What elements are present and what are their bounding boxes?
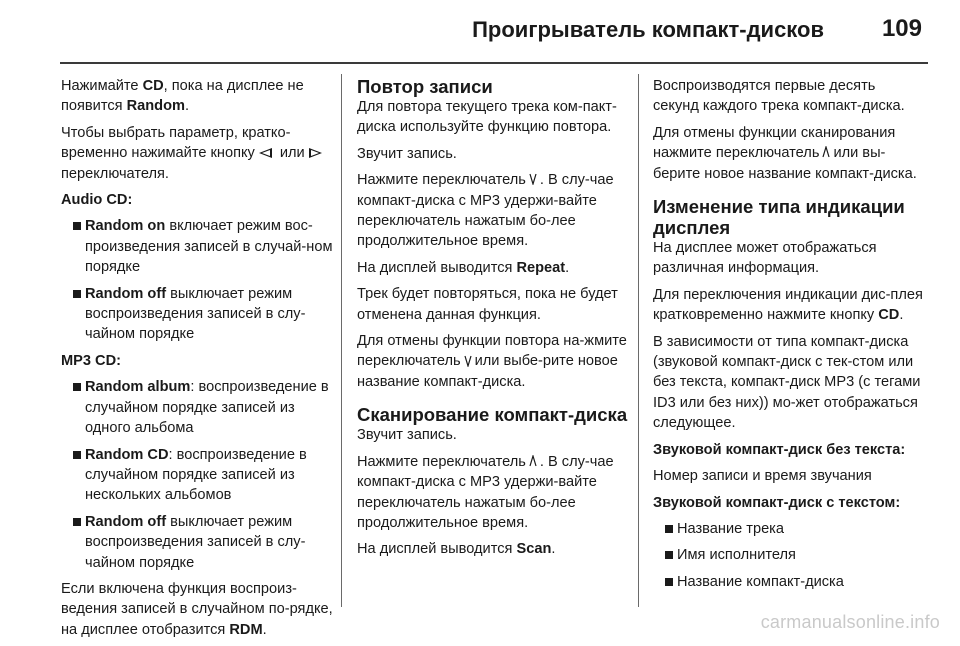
list-item: Random CD: воспроизведение в случайном порядке записей из нескольких альбомов bbox=[73, 445, 333, 506]
paragraph: Звучит запись. bbox=[357, 427, 457, 444]
switch-up-icon bbox=[529, 455, 537, 467]
column-divider-2 bbox=[638, 74, 639, 607]
paragraph: Нажмите переключатель . В слу-чае компакт-диска с MP3 удержи-вайте переключатель нажатым бо-лее продолжительное время. bbox=[357, 453, 614, 531]
page-header bbox=[60, 0, 928, 64]
column-3 bbox=[653, 76, 925, 598]
paragraph: В зависимости от типа компакт-диска (звуковой компакт-диск с тек-стом или без текста, компакт-диск MP3 (с тегами ID3 или без них)) мо-жет отображаться следующее. bbox=[653, 333, 921, 432]
switch-up-icon bbox=[822, 146, 830, 158]
paragraph: На дисплее может отображаться различная информация. bbox=[653, 240, 877, 277]
paragraph: Воспроизводятся первые десять секунд каждого трека компакт-диска. bbox=[653, 78, 905, 115]
list-item: Название компакт-диска bbox=[665, 572, 925, 592]
paragraph: Для переключения индикации дис-плея кратковременно нажмите кнопку CD. bbox=[653, 286, 923, 324]
heading-scan: Сканирование компакт-диска bbox=[357, 404, 628, 426]
paragraph: Звучит запись. bbox=[357, 145, 457, 162]
heading-display: Изменение типа индикации дисплея bbox=[653, 196, 905, 239]
paragraph: Для отмены функции сканирования нажмите переключатель или вы-берите новое название компакт-диска. bbox=[653, 124, 917, 182]
audio-no-text-label: Звуковой компакт-диск без текста: bbox=[653, 441, 906, 458]
list-item: Random off выключает режим воспроизведения записей в слу-чайном порядке bbox=[73, 512, 333, 573]
watermark: carmanualsonline.info bbox=[760, 612, 940, 632]
column-divider-1 bbox=[341, 74, 342, 607]
paragraph: Для повтора текущего трека ком-пакт-диска используйте функцию повтора. bbox=[357, 99, 617, 136]
paragraph-select-option: Чтобы выбрать параметр, кратко-временно нажимайте кнопку или переключателя. bbox=[61, 123, 333, 184]
list-item: Random album: воспроизведение в случайном порядке записей из одного альбома bbox=[73, 377, 333, 438]
paragraph-rdm: Если включена функция воспроиз-ведения записей в случайном по-рядке, на дисплее отобразится RDM. bbox=[61, 580, 333, 638]
list-item: Random off выключает режим воспроизведения записей в слу-чайном порядке bbox=[73, 284, 333, 345]
paragraph: Номер записи и время звучания bbox=[653, 468, 872, 485]
page-title: Проигрыватель компакт-дисков bbox=[472, 17, 824, 42]
mp3-cd-list bbox=[61, 377, 333, 573]
paragraph-press-cd: Нажимайте CD, пока на дисплее не появится Random. bbox=[61, 78, 304, 115]
switch-down-icon bbox=[464, 355, 472, 367]
audio-text-label: Звуковой компакт-диск с текстом: bbox=[653, 494, 901, 511]
display-info-list bbox=[653, 519, 925, 592]
list-item: Random on включает режим вос-произведения записей в случай-ном порядке bbox=[73, 216, 333, 277]
heading-repeat: Повтор записи bbox=[357, 76, 493, 97]
paragraph: Нажмите переключатель . В слу-чае компакт-диска с MP3 удержи-вайте переключатель нажатым бо-лее продолжительное время. bbox=[357, 172, 614, 250]
mp3-cd-label: MP3 CD: bbox=[61, 352, 121, 369]
paragraph: На дисплей выводится Repeat. bbox=[357, 259, 570, 276]
page-number: 109 bbox=[881, 15, 922, 42]
paragraph: Трек будет повторяться, пока не будет отменена данная функция. bbox=[357, 286, 618, 323]
audio-cd-list bbox=[61, 216, 333, 344]
switch-down-icon bbox=[529, 173, 537, 185]
column-2 bbox=[357, 76, 629, 566]
list-item: Имя исполнителя bbox=[665, 545, 925, 565]
arrow-right-icon bbox=[309, 148, 322, 158]
list-item: Название трека bbox=[665, 519, 925, 539]
paragraph: На дисплей выводится Scan. bbox=[357, 541, 556, 558]
arrow-left-icon bbox=[259, 148, 272, 158]
audio-cd-label: Audio CD: bbox=[61, 192, 133, 209]
column-1 bbox=[61, 76, 333, 646]
paragraph: Для отмены функции повтора на-жмите переключатель или выбе-рите новое название компакт-диска. bbox=[357, 333, 627, 390]
